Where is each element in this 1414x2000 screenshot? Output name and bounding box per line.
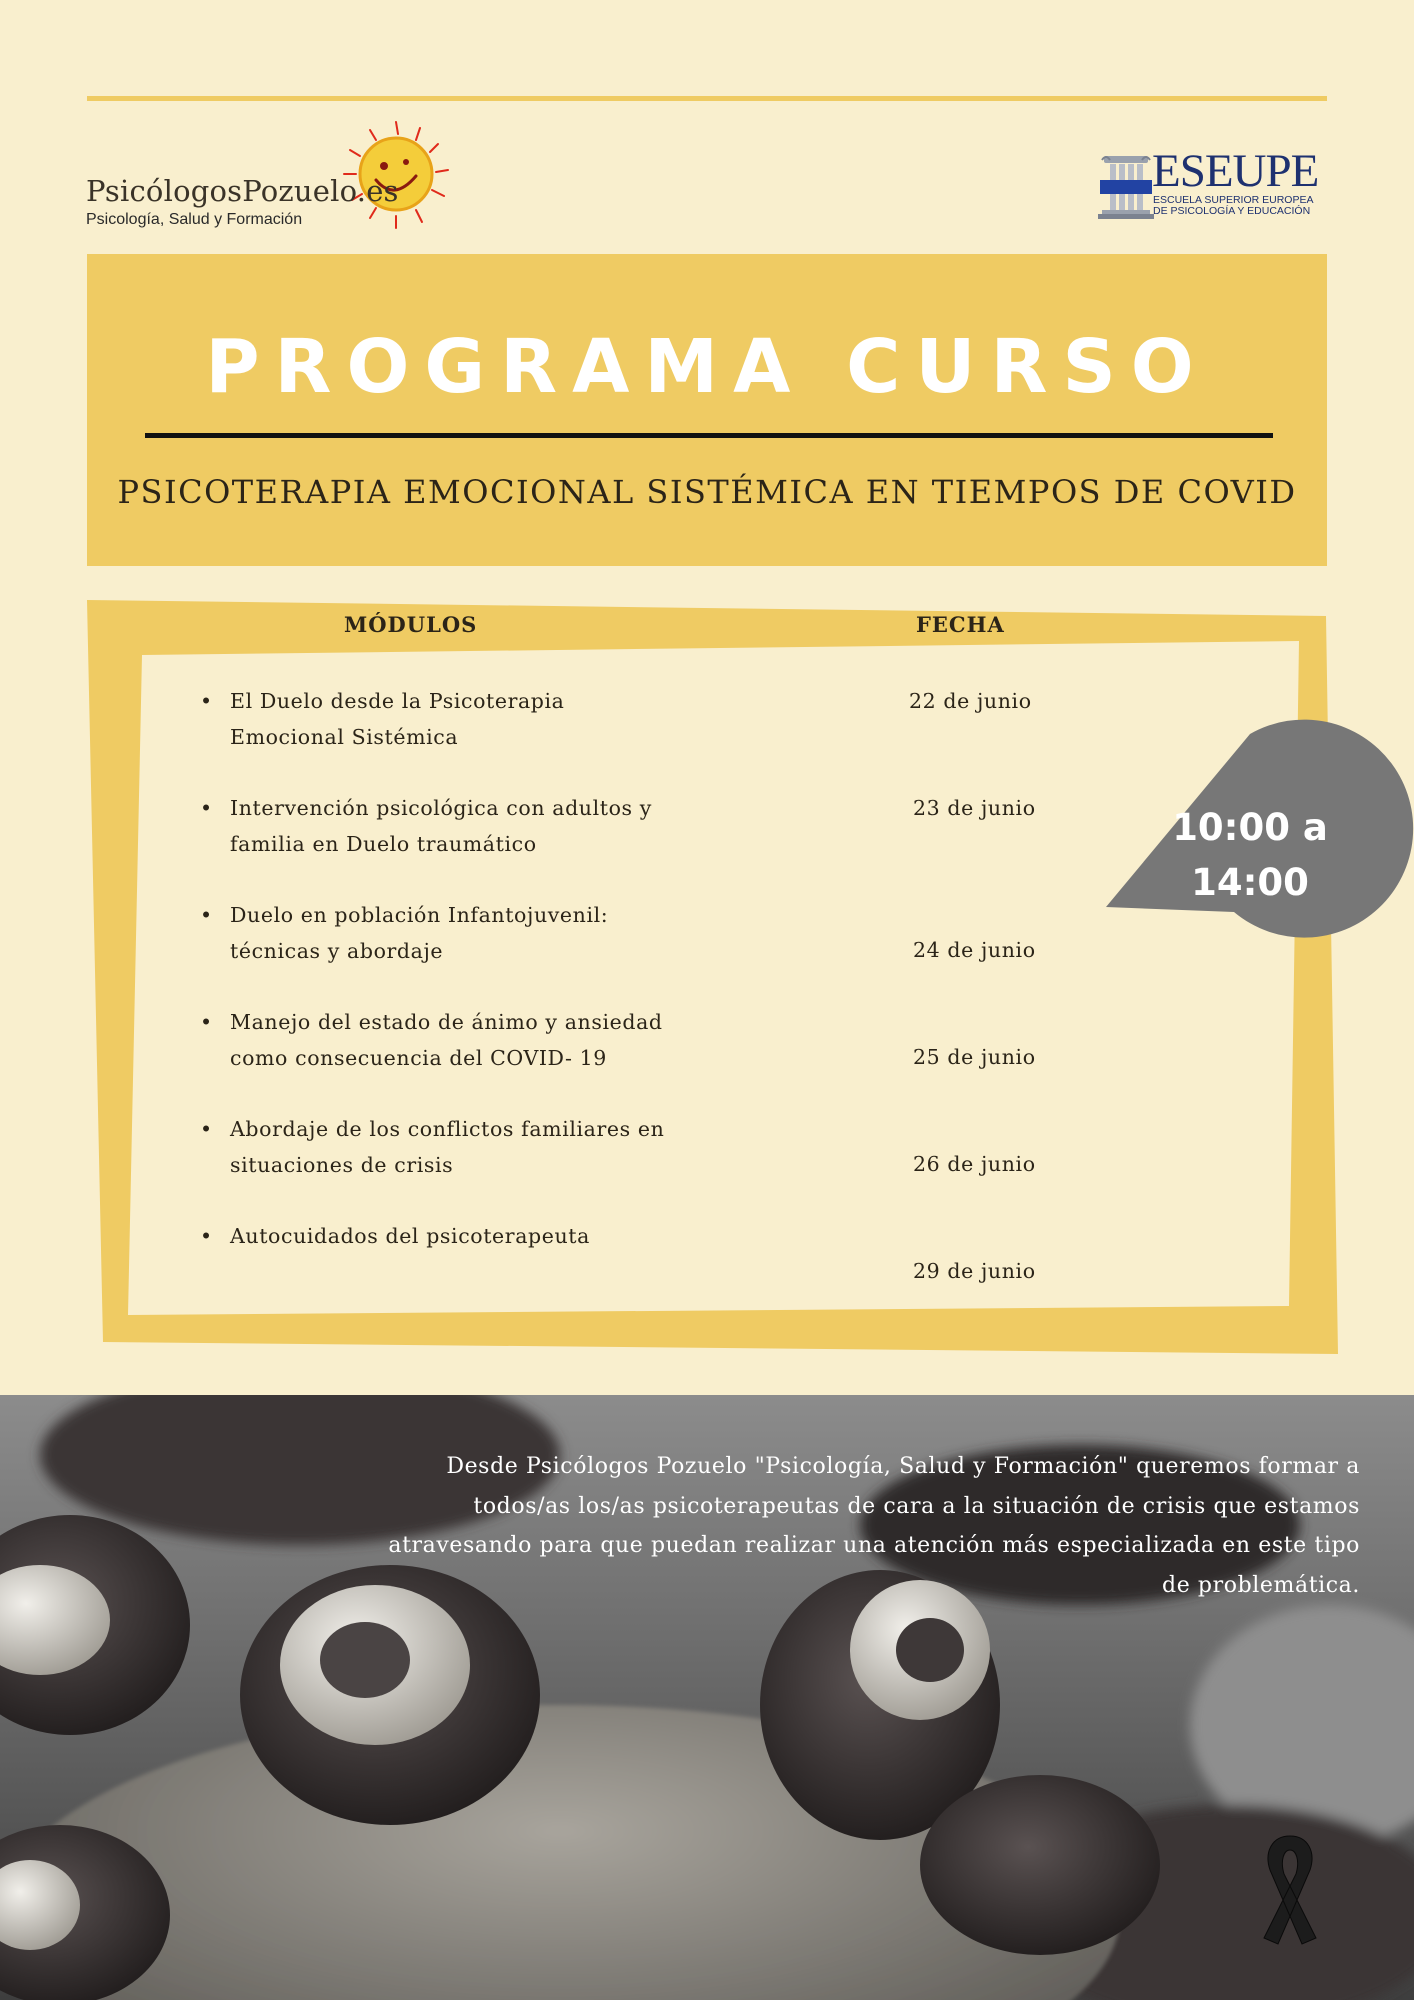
module-date: 25 de junio [913, 1045, 1036, 1069]
eseupe-subtitle-line2: DE PSICOLOGÍA Y EDUCACIÓN [1153, 205, 1311, 217]
schedule-time [1158, 800, 1342, 910]
intro-line1: Desde Psicólogos Pozuelo "Psicología, Salud y Formación" queremos formar a [446, 1454, 1360, 1479]
module-line2: como consecuencia del COVID- 19 [230, 1046, 607, 1070]
intro-paragraph [300, 1447, 1360, 1605]
module-line1: Intervención psicológica con adultos y [230, 796, 652, 820]
module-date: 29 de junio [913, 1259, 1036, 1283]
course-subtitle: PSICOTERAPIA EMOCIONAL SISTÉMICA EN TIEMPOS DE COVID [117, 473, 1297, 511]
eseupe-subtitle-line1: ESCUELA SUPERIOR EUROPEA [1153, 194, 1314, 206]
intro-line3: atravesando para que puedan realizar una atención más especializada en este tipo [388, 1533, 1360, 1558]
module-line2: Emocional Sistémica [230, 725, 459, 749]
brand-tagline: Psicología, Salud y Formación [86, 211, 303, 228]
bullet-icon: • [200, 1224, 213, 1248]
module-date: 23 de junio [913, 796, 1036, 820]
column-header-modulos: MÓDULOS [344, 612, 478, 637]
brand-name: PsicólogosPozuelo.es [86, 174, 399, 208]
module-date: 24 de junio [913, 938, 1036, 962]
module-line2: situaciones de crisis [230, 1153, 454, 1177]
module-line1: Abordaje de los conflictos familiares en [230, 1117, 665, 1141]
module-date: 26 de junio [913, 1152, 1036, 1176]
intro-line4: de problemática. [1162, 1572, 1360, 1598]
bullet-icon: • [200, 689, 213, 713]
module-line2: técnicas y abordaje [230, 939, 444, 963]
bullet-icon: • [200, 1010, 213, 1034]
bullet-icon: • [200, 796, 213, 820]
bullet-icon: • [200, 1117, 213, 1141]
page-title: PROGRAMA CURSO [205, 324, 1209, 410]
mourning-ribbon-icon [1250, 1830, 1330, 1950]
schedule-line2: 14:00 [1191, 861, 1309, 904]
module-line1: El Duelo desde la Psicoterapia [230, 689, 565, 713]
module-line1: Manejo del estado de ánimo y ansiedad [230, 1010, 663, 1034]
eseupe-name: ESEUPE [1152, 145, 1319, 197]
module-line1: Duelo en población Infantojuvenil: [230, 903, 609, 927]
module-date: 22 de junio [909, 689, 1032, 713]
column-header-fecha: FECHA [916, 612, 1005, 637]
module-line2: familia en Duelo traumático [230, 832, 537, 856]
schedule-line1: 10:00 a [1172, 806, 1328, 849]
bullet-icon: • [200, 903, 213, 927]
module-line1: Autocuidados del psicoterapeuta [230, 1224, 590, 1248]
intro-line2: todos/as los/as psicoterapeutas de cara a la situación de crisis que estamos [473, 1493, 1360, 1519]
